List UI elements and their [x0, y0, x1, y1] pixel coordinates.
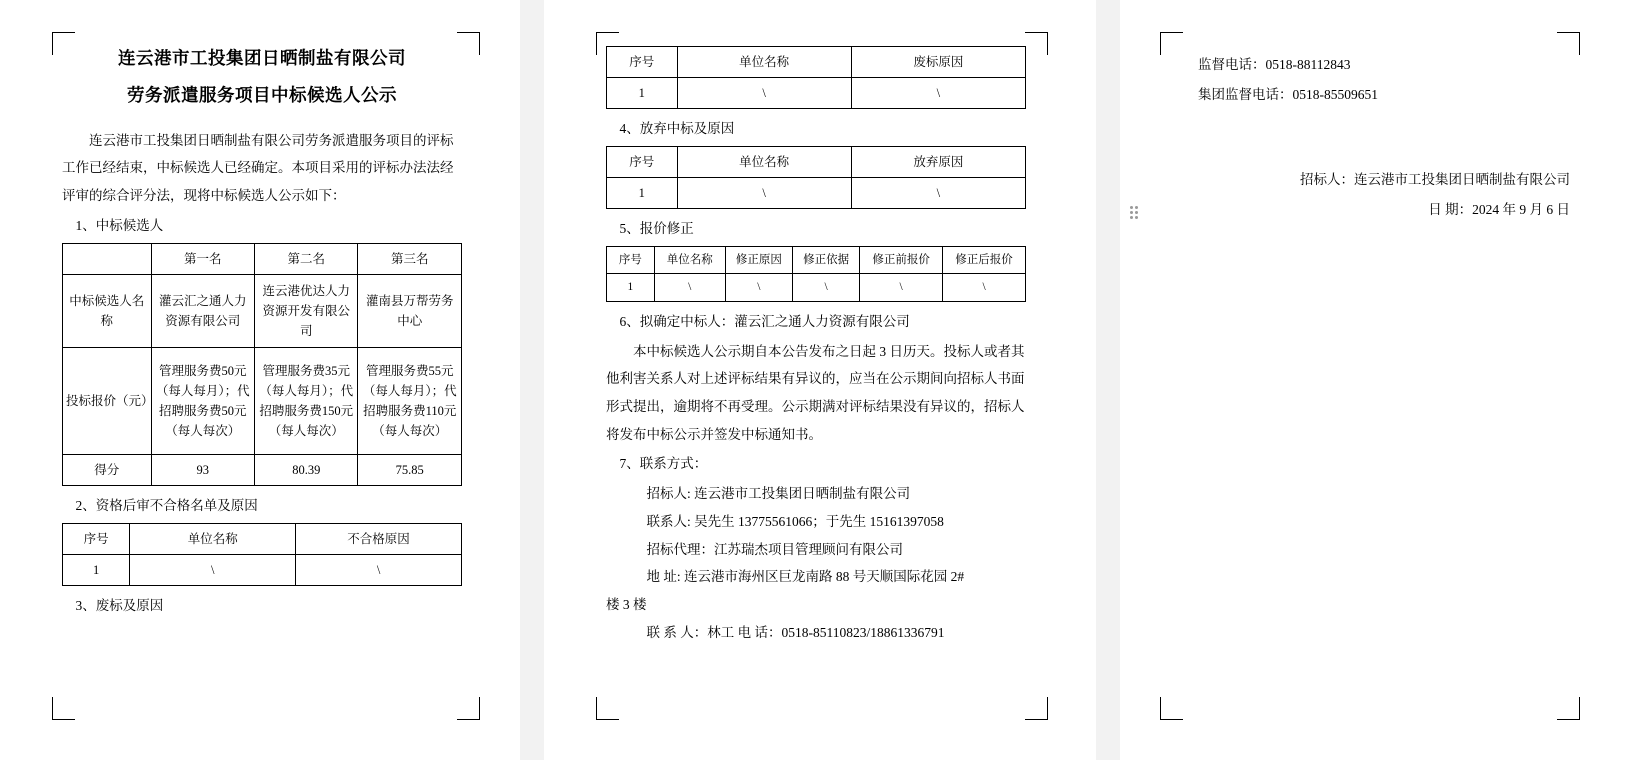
row-label-score: 得分 [63, 454, 152, 485]
drag-handle[interactable] [1130, 206, 1140, 222]
row-label-name: 中标候选人名称 [63, 274, 152, 347]
table-header-cell-0: 序号 [607, 247, 655, 274]
table-row [63, 454, 462, 485]
bidder-signature: 招标人：连云港市工投集团日晒制盐有限公司 [1300, 172, 1570, 188]
cell-price-before: \ [860, 274, 943, 301]
table-header-cell-5: 修正后报价 [943, 247, 1026, 274]
section-7-heading: 7、联系方式： [619, 456, 708, 472]
cell-index: 1 [607, 78, 678, 109]
contact-address-wrap: 楼 3 楼 [606, 597, 647, 613]
contact-line-address: 地 址: 连云港市海州区巨龙南路 88 号天顺国际花园 2# [646, 569, 965, 585]
section-2-heading: 2、资格后审不合格名单及原因 [75, 497, 258, 513]
signature-spacer [1170, 109, 1570, 165]
page-gutter-1 [520, 0, 544, 760]
table-header-row [63, 243, 462, 274]
crop-mark-top-right [1025, 32, 1048, 55]
cell-score-2: 80.39 [255, 454, 358, 485]
table-header-cell-2: 废标原因 [851, 47, 1025, 78]
table-row [607, 78, 1026, 109]
table-header-cell-1: 单位名称 [654, 247, 725, 274]
table-header-cell-1: 单位名称 [677, 47, 851, 78]
table-row [63, 554, 462, 585]
cell-price-2: 管理服务费35元（每人每月）；代招聘服务费150元（每人每次） [255, 347, 358, 454]
page-2-content [606, 42, 1026, 647]
row-label-price: 投标报价（元） [63, 347, 152, 454]
cell-index: 1 [63, 554, 130, 585]
table-header-row [607, 147, 1026, 178]
page-gutter-2 [1096, 0, 1120, 760]
section-1-heading: 1、中标候选人 [75, 217, 164, 233]
section-3-heading: 3、废标及原因 [75, 597, 164, 613]
cell-correction-basis: \ [793, 274, 860, 301]
table-header-cell-1: 第一名 [151, 243, 254, 274]
section-6-paragraph: 本中标候选人公示期自本公告发布之日起 3 日历天。投标人或者其他利害关系人对上述评标结果有异议的，应当在公示期间向招标人书面形式提出，逾期将不再受理。公示期满对评标结果没有异议的，招标人将发布中标公示并签发中标通知书。 [606, 343, 1025, 442]
table-header-cell-1: 单位名称 [677, 147, 851, 178]
page-3-content [1170, 50, 1570, 225]
void-bid-table [606, 46, 1026, 109]
supervise-phone: 监督电话：0518-88112843 [1198, 57, 1351, 72]
table-row [607, 274, 1026, 301]
table-header-cell-0 [63, 243, 152, 274]
table-header-cell-4: 修正前报价 [860, 247, 943, 274]
crop-mark-bottom-right [1557, 697, 1580, 720]
crop-mark-bottom-left [596, 697, 619, 720]
table-header-cell-2: 不合格原因 [296, 523, 462, 554]
page-1-content [62, 42, 462, 622]
cell-score-3: 75.85 [358, 454, 462, 485]
cell-name-2: 连云港优达人力资源开发有限公司 [255, 274, 358, 347]
cell-company: \ [677, 78, 851, 109]
table-header-cell-0: 序号 [63, 523, 130, 554]
contact-line-persons: 联系人: 吴先生 13775561066；于先生 15161397058 [646, 514, 944, 530]
table-header-cell-3: 第三名 [358, 243, 462, 274]
document-page-2 [544, 0, 1096, 760]
table-row [63, 274, 462, 347]
group-supervise-phone: 集团监督电话：0518-85509651 [1198, 86, 1378, 102]
cell-index: 1 [607, 274, 655, 301]
table-header-row [63, 523, 462, 554]
cell-correction-reason: \ [725, 274, 792, 301]
cell-index: 1 [607, 178, 678, 209]
table-header-cell-2: 修正原因 [725, 247, 792, 274]
cell-price-3: 管理服务费55元（每人每月）；代招聘服务费110元（每人每次） [358, 347, 462, 454]
table-header-cell-0: 序号 [607, 47, 678, 78]
intro-paragraph: 连云港市工投集团日晒制盐有限公司劳务派遣服务项目的评标工作已经结束，中标候选人已经确定。本项目采用的评标办法法经评审的综合评分法，现将中标候选人公示如下： [62, 132, 454, 203]
cell-company: \ [130, 554, 296, 585]
cell-score-1: 93 [151, 454, 254, 485]
table-row [63, 347, 462, 454]
table-header-cell-2: 放弃原因 [851, 147, 1025, 178]
table-header-row [607, 247, 1026, 274]
crop-mark-bottom-right [457, 697, 480, 720]
cell-price-after: \ [943, 274, 1026, 301]
crop-mark-bottom-left [52, 697, 75, 720]
document-page-1 [0, 0, 520, 760]
contact-line-agent: 招标代理：江苏瑞杰项目管理顾问有限公司 [646, 541, 903, 557]
cell-reason: \ [296, 554, 462, 585]
document-title-line-1: 连云港市工投集团日晒制盐有限公司 [118, 48, 406, 68]
table-header-cell-2: 第二名 [255, 243, 358, 274]
table-header-cell-3: 修正依据 [793, 247, 860, 274]
section-4-heading: 4、放弃中标及原因 [619, 121, 735, 136]
candidates-table [62, 243, 462, 486]
table-header-cell-0: 序号 [607, 147, 678, 178]
document-date: 日 期：2024 年 9 月 6 日 [1428, 202, 1570, 218]
document-title-line-2: 劳务派遣服务项目中标候选人公示 [127, 85, 397, 106]
table-header-cell-1: 单位名称 [130, 523, 296, 554]
cell-price-1: 管理服务费50元（每人每月）；代招聘服务费50元（每人每次） [151, 347, 254, 454]
price-correction-table [606, 246, 1026, 302]
cell-company: \ [654, 274, 725, 301]
cell-company: \ [677, 178, 851, 209]
crop-mark-bottom-left [1160, 697, 1183, 720]
abandon-bid-table [606, 146, 1026, 209]
table-header-row [607, 47, 1026, 78]
cell-reason: \ [851, 178, 1025, 209]
contact-line-bidder: 招标人: 连云港市工投集团日晒制盐有限公司 [646, 486, 911, 502]
section-6-heading: 6、拟确定中标人：灌云汇之通人力资源有限公司 [619, 313, 910, 329]
cell-name-3: 灌南县万帮劳务中心 [358, 274, 462, 347]
table-row [607, 178, 1026, 209]
crop-mark-bottom-right [1025, 697, 1048, 720]
unqualified-table [62, 523, 462, 586]
contact-line-last: 联 系 人：林工 电 话：0518-85110823/18861336791 [646, 624, 945, 640]
cell-name-1: 灌云汇之通人力资源有限公司 [151, 274, 254, 347]
section-5-heading: 5、报价修正 [619, 221, 694, 236]
document-page-3 [1120, 0, 1620, 760]
cell-reason: \ [851, 78, 1025, 109]
